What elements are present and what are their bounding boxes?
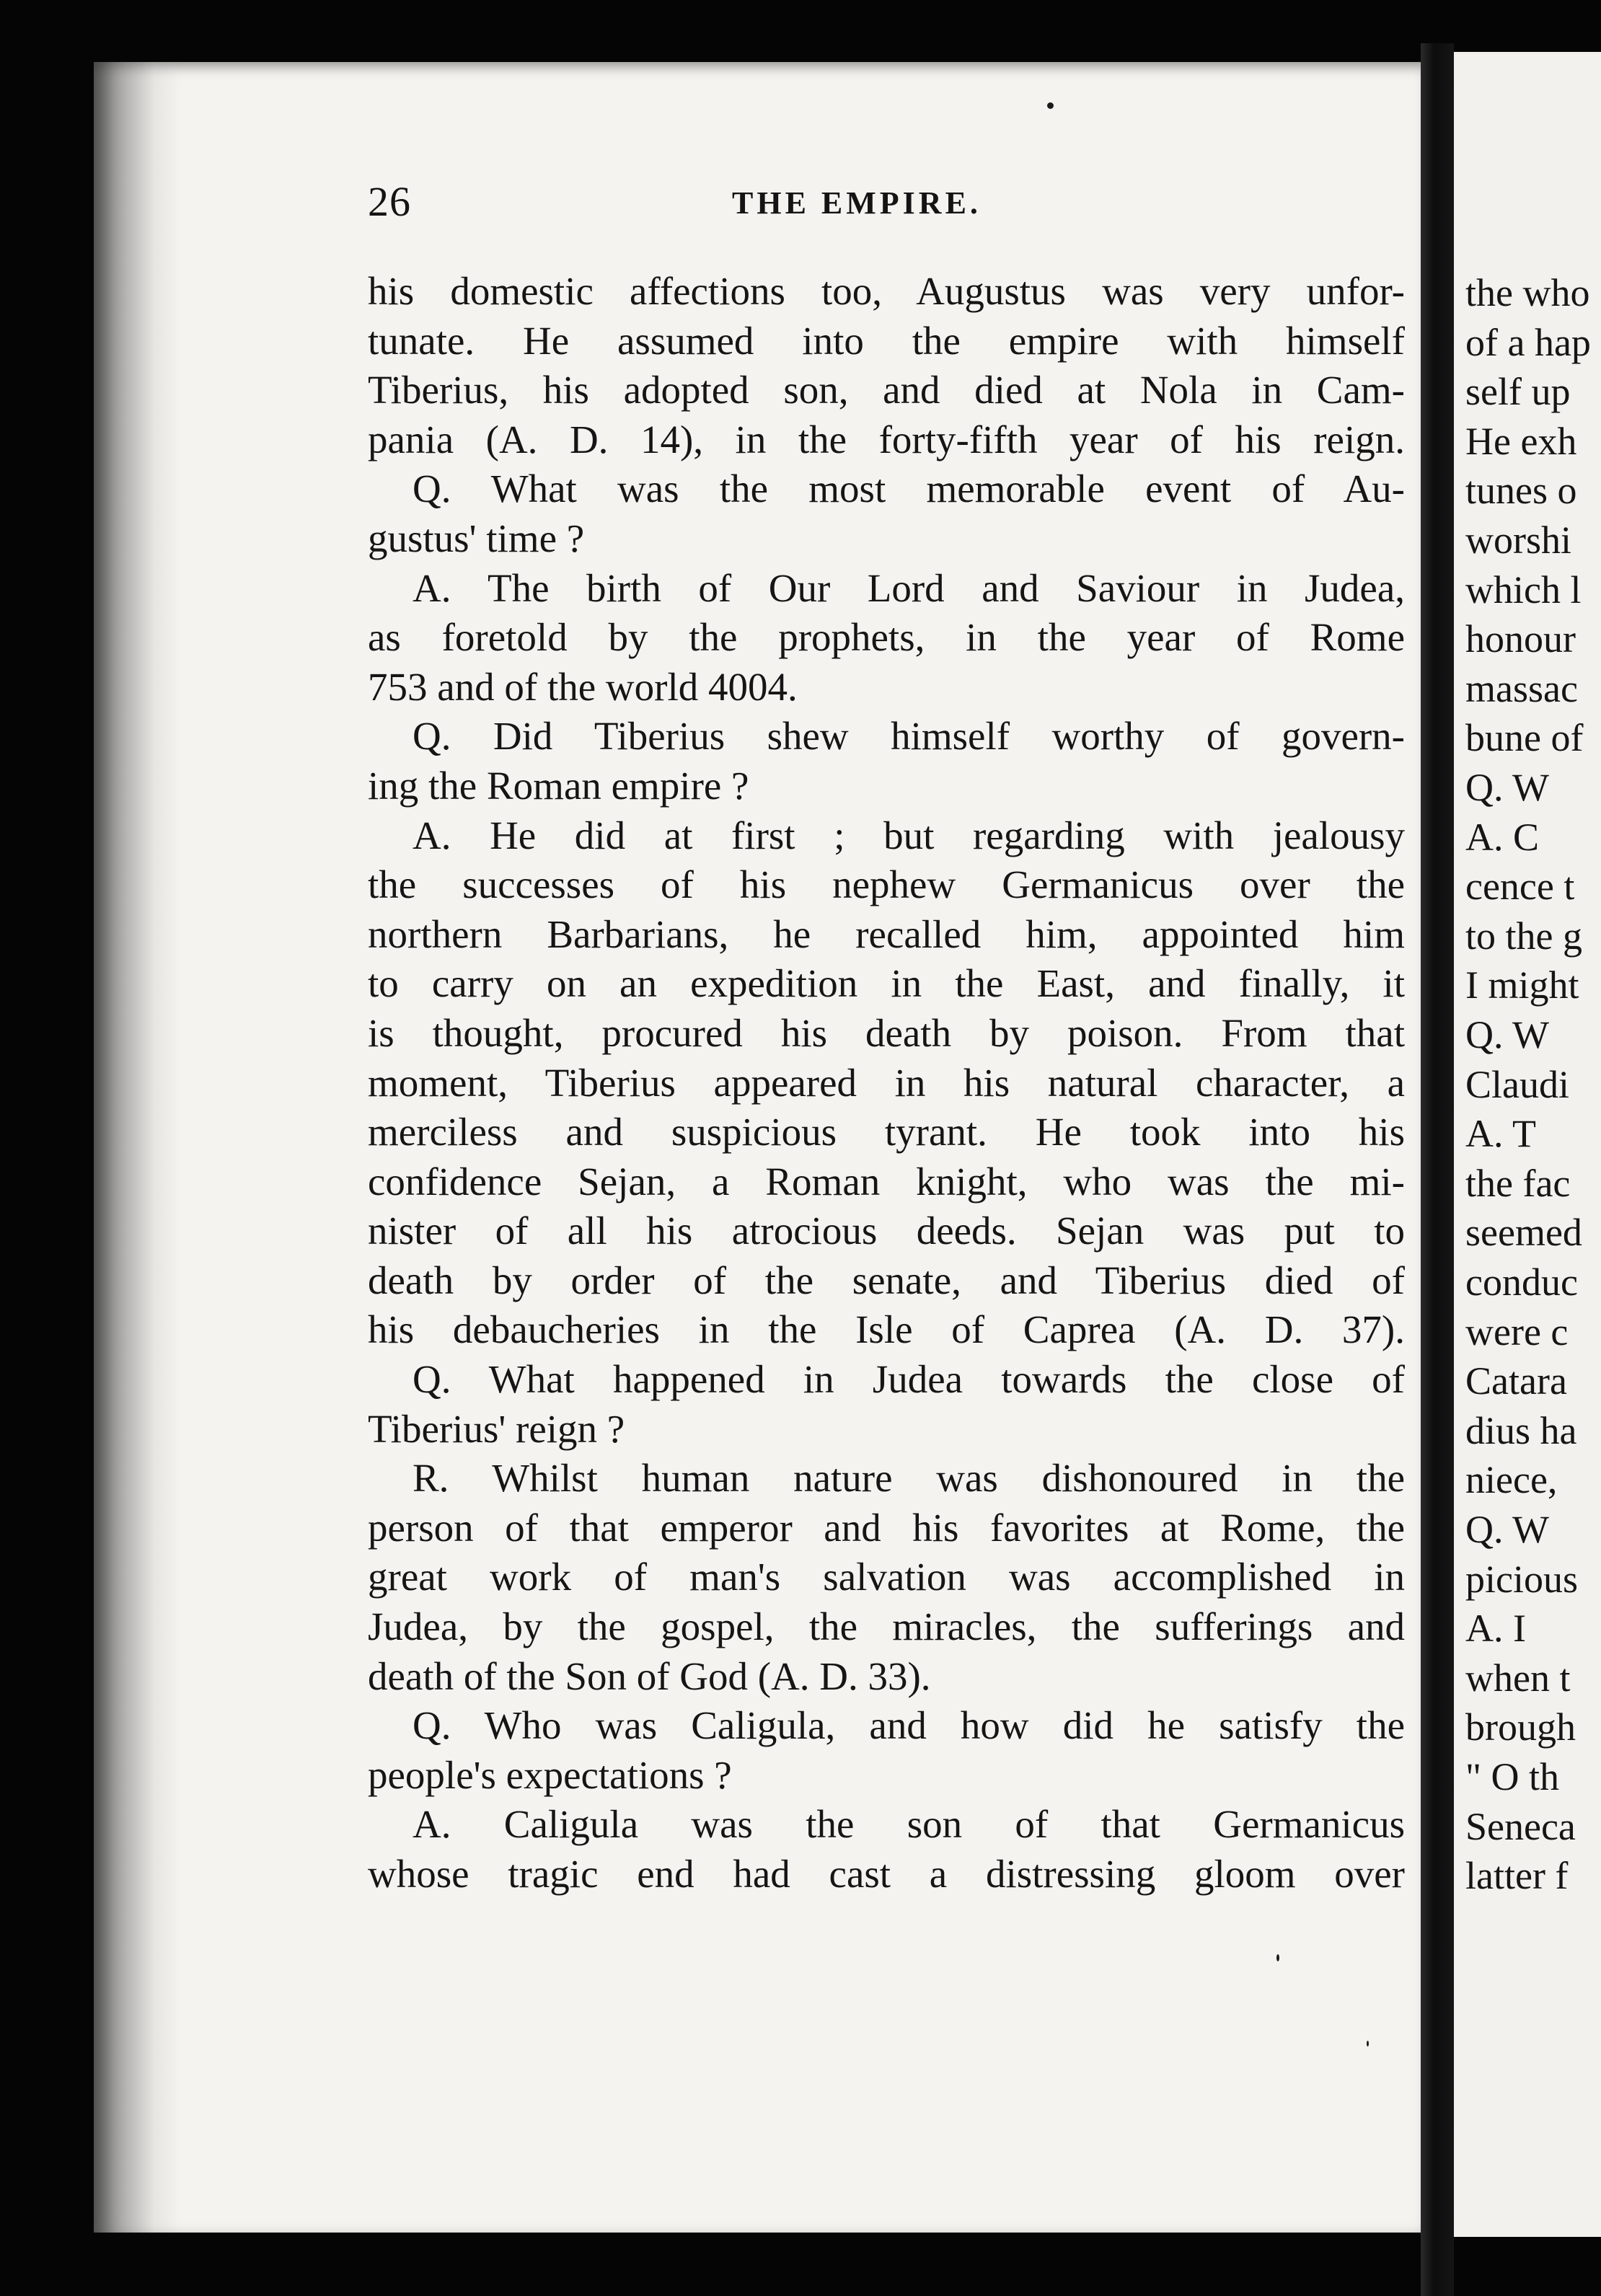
facing-page-line: Q. W	[1465, 1013, 1549, 1056]
book-gutter	[1421, 43, 1454, 2296]
text-line: as foretold by the prophets, in the year of Rome	[368, 615, 1405, 660]
text-line: death by order of the senate, and Tiberius died of	[368, 1258, 1405, 1302]
facing-page-line: were c	[1465, 1310, 1569, 1354]
facing-page-line: brough	[1465, 1705, 1576, 1749]
text-line: is thought, procured his death by poison. From that	[368, 1010, 1405, 1055]
facing-page-line: A. C	[1465, 815, 1540, 859]
facing-page-line: Claudi	[1465, 1062, 1569, 1106]
text-line: to carry on an expedition in the East, and finally, it	[368, 961, 1405, 1006]
text-line: A. Caligula was the son of that Germanicus	[413, 1802, 1405, 1847]
page-number: 26	[368, 178, 411, 225]
ink-speck	[1047, 102, 1054, 109]
facing-page-line: latter f	[1465, 1854, 1569, 1898]
facing-page-line: bune of	[1465, 716, 1584, 760]
facing-page-line: honour	[1465, 617, 1576, 661]
facing-page-line: when t	[1465, 1656, 1571, 1700]
ink-speck	[1276, 1954, 1279, 1961]
text-line: the successes of his nephew Germanicus over the	[368, 862, 1405, 907]
facing-page-line: seemed	[1465, 1211, 1582, 1255]
text-line: his debaucheries in the Isle of Caprea (A. D. 37).	[368, 1307, 1405, 1352]
ink-speck	[1367, 2041, 1369, 2046]
text-line: tunate. He assumed into the empire with himself	[368, 318, 1405, 363]
facing-page-line: He exh	[1465, 419, 1577, 463]
text-line: death of the Son of God (A. D. 33).	[368, 1653, 931, 1698]
text-line: gustus' time ?	[368, 516, 585, 560]
text-line: R. Whilst human nature was dishonoured in the	[413, 1456, 1405, 1501]
facing-page-line: Q. W	[1465, 766, 1549, 809]
text-line: confidence Sejan, a Roman knight, who was the mi-	[368, 1159, 1405, 1204]
text-line: Q. Did Tiberius shew himself worthy of govern-	[413, 714, 1405, 759]
text-line: 753 and of the world 4004.	[368, 664, 798, 709]
right-book-page	[1454, 52, 1601, 2237]
text-line: moment, Tiberius appeared in his natural character, a	[368, 1060, 1405, 1105]
facing-page-line: I might	[1465, 963, 1579, 1007]
text-line: his domestic affections too, Augustus was very unfor-	[368, 269, 1405, 313]
page-edge-shadow	[94, 62, 180, 2233]
text-line: Judea, by the gospel, the miracles, the sufferings and	[368, 1604, 1405, 1649]
facing-page-line: massac	[1465, 666, 1578, 710]
facing-page-line: Seneca	[1465, 1804, 1576, 1848]
text-line: A. He did at first ; but regarding with jealousy	[413, 813, 1405, 857]
facing-page-line: Q. W	[1465, 1508, 1549, 1551]
facing-page-line: self up	[1465, 370, 1571, 414]
text-line: A. The birth of Our Lord and Saviour in Judea,	[413, 565, 1405, 610]
text-line: Q. Who was Caligula, and how did he satisfy the	[413, 1703, 1405, 1748]
text-line: nister of all his atrocious deeds. Sejan was put to	[368, 1209, 1405, 1253]
facing-page-line: tunes o	[1465, 469, 1577, 513]
text-line: Tiberius' reign ?	[368, 1406, 625, 1451]
text-line: northern Barbarians, he recalled him, appointed him	[368, 911, 1405, 956]
facing-page-line: to the g	[1465, 914, 1582, 958]
text-line: Q. What happened in Judea towards the close of	[413, 1357, 1405, 1402]
text-line: great work of man's salvation was accomplished in	[368, 1555, 1405, 1599]
facing-page-line: conduc	[1465, 1260, 1578, 1304]
facing-page-line: which l	[1465, 568, 1582, 611]
text-line: Q. What was the most memorable event of Au-	[413, 467, 1405, 511]
text-line: whose tragic end had cast a distressing gloom over	[368, 1852, 1405, 1896]
facing-page-line: worshi	[1465, 518, 1571, 562]
facing-page-line: the fac	[1465, 1161, 1571, 1205]
facing-page-line: dius ha	[1465, 1408, 1577, 1452]
text-line: person of that emperor and his favorites at Rome, the	[368, 1505, 1405, 1550]
running-head: THE EMPIRE.	[732, 185, 982, 221]
facing-page-line: of a hap	[1465, 320, 1591, 364]
facing-page-line: cence t	[1465, 865, 1575, 909]
facing-page-line: Catara	[1465, 1359, 1567, 1403]
facing-page-line: niece,	[1465, 1458, 1558, 1502]
facing-page-line: picious	[1465, 1557, 1578, 1601]
facing-page-line: A. I	[1465, 1607, 1526, 1651]
text-line: Tiberius, his adopted son, and died at Nola in Cam-	[368, 368, 1405, 412]
facing-page-line: the who	[1465, 271, 1590, 314]
text-line: merciless and suspicious tyrant. He took into his	[368, 1110, 1405, 1154]
body-text	[368, 267, 1405, 1899]
page-header	[368, 177, 1406, 235]
facing-page-line: " O th	[1465, 1755, 1560, 1798]
text-line: ing the Roman empire ?	[368, 763, 749, 808]
text-line: people's expectations ?	[368, 1752, 732, 1797]
facing-page-line: A. T	[1465, 1112, 1537, 1156]
text-line: pania (A. D. 14), in the forty-fifth year of his reign.	[368, 417, 1405, 462]
